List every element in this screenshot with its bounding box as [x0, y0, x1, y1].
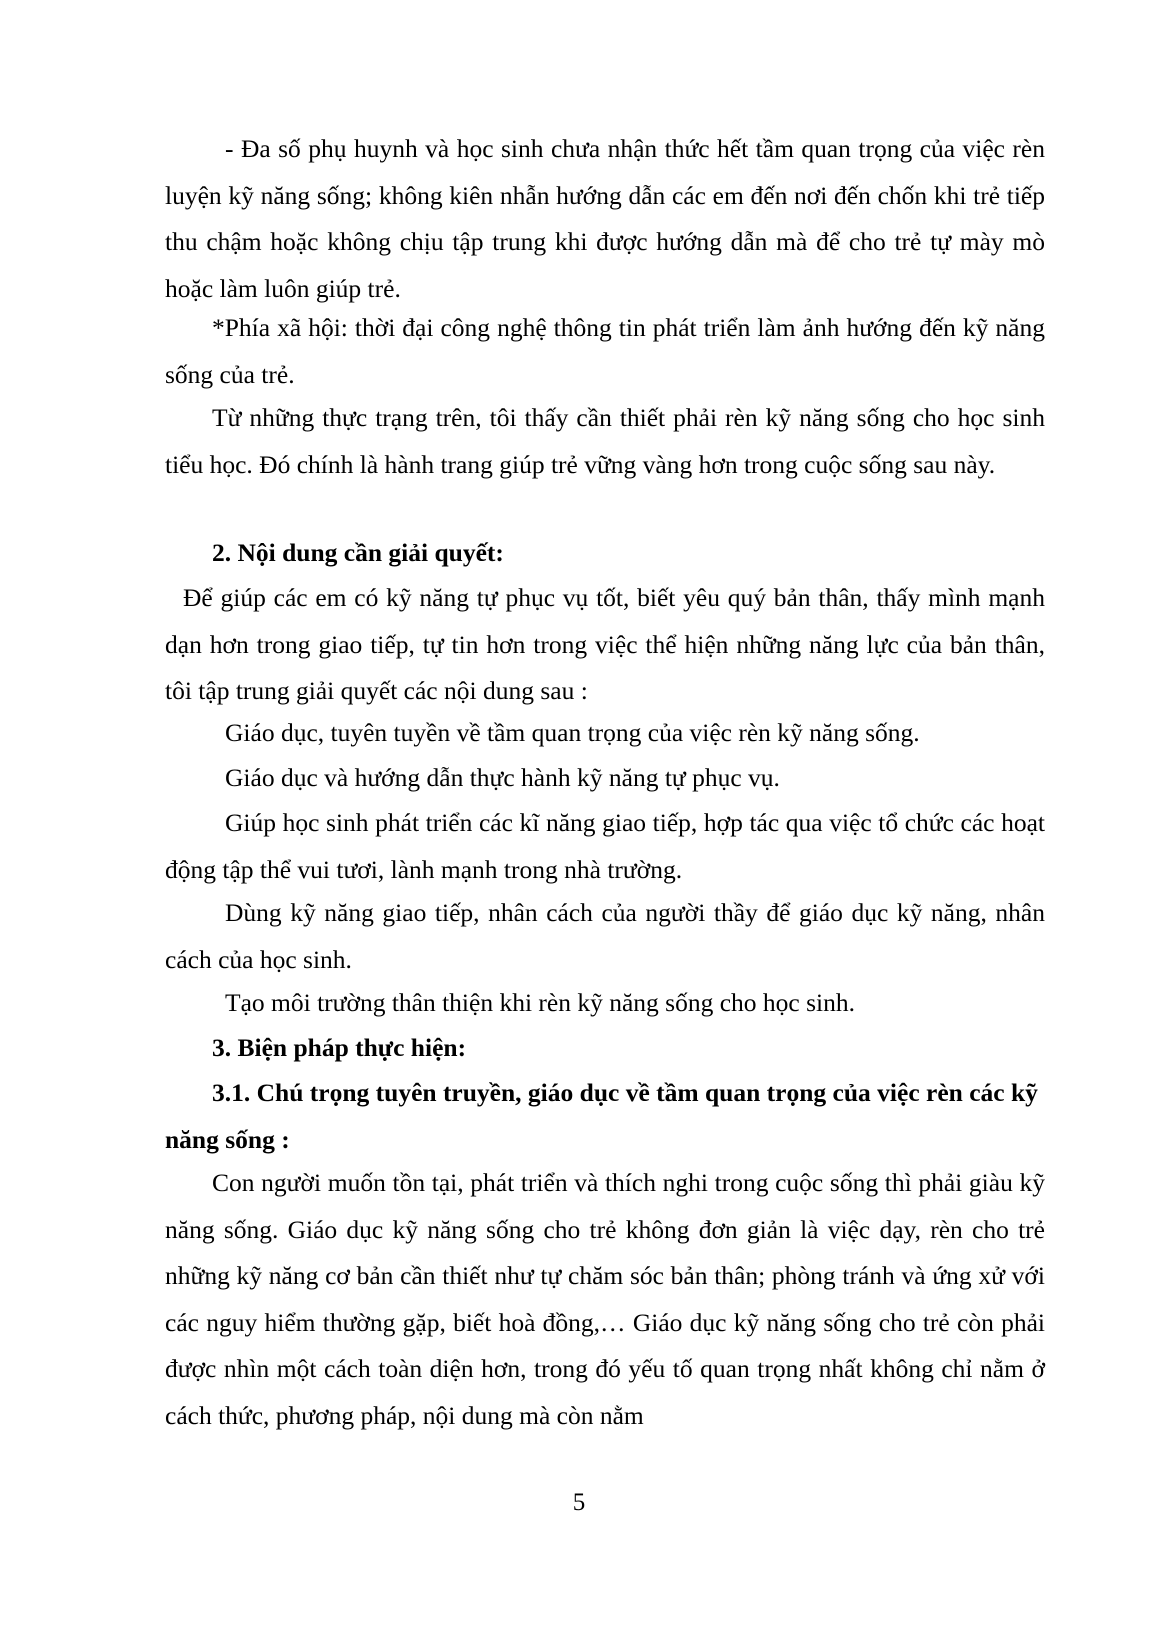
paragraph-life-skills: Con người muốn tồn tại, phát triển và thích nghi trong cuộc sống thì phải giàu kỹ năng sống. Giáo dục kỹ năng sống cho trẻ không đơn giản là việc dạy, rèn cho trẻ những kỹ năng cơ bản cần thiết như tự chăm sóc bản thân; phòng tránh và ứng xử với các nguy hiểm thường gặp, biết hoà đồng,… Giáo dục kỹ năng sống cho trẻ còn phải được nhìn một cách toàn diện hơn, trong đó yếu tố quan trọng nhất không chỉ nằm ở cách thức, phương pháp, nội dung mà còn nằm [165, 1168, 1045, 1430]
paragraph-parent-awareness: - Đa số phụ huynh và học sinh chưa nhận thức hết tầm quan trọng của việc rèn luyện kỹ năng sống; không kiên nhẫn hướng dẫn các em đến nơi đến chốn khi trẻ tiếp thu chậm hoặc không chịu tập trung khi được hướng dẫn mà để cho trẻ tự mày mò hoặc làm luôn giúp trẻ. [165, 134, 1045, 303]
paragraph-conclusion: Từ những thực trạng trên, tôi thấy cần thiết phải rèn kỹ năng sống cho học sinh tiểu học. Đó chính là hành trang giúp trẻ vững vàng hơn trong cuộc sống sau này. [165, 403, 1045, 479]
heading-content-to-solve: 2. Nội dung cần giải quyết: [212, 538, 504, 567]
list-item-communication: Giúp học sinh phát triển các kĩ năng giao tiếp, hợp tác qua việc tổ chức các hoạt động tập thể vui tươi, lành mạnh trong nhà trường. [165, 808, 1045, 884]
list-item-education: Giáo dục, tuyên tuyền về tầm quan trọng của việc rèn kỹ năng sống. [225, 718, 920, 747]
paragraph-content-intro: Để giúp các em có kỹ năng tự phục vụ tốt, biết yêu quý bản thân, thấy mình mạnh dạn hơn trong giao tiếp, tự tin hơn trong việc thể hiện những năng lực của bản thân, tôi tập trung giải quyết các nội dung sau : [165, 583, 1045, 705]
list-item-teacher-example: Dùng kỹ năng giao tiếp, nhân cách của người thầy để giáo dục kỹ năng, nhân cách của học sinh. [165, 898, 1045, 974]
paragraph-social-factor: *Phía xã hội: thời đại công nghệ thông tin phát triển làm ảnh hướng đến kỹ năng sống của trẻ. [165, 313, 1045, 389]
list-item-friendly-environment: Tạo môi trường thân thiện khi rèn kỹ năng sống cho học sinh. [225, 988, 855, 1017]
list-item-self-service: Giáo dục và hướng dẫn thực hành kỹ năng tự phục vụ. [225, 763, 780, 792]
page-number: 5 [572, 1489, 586, 1516]
heading-implementation-measures: 3. Biện pháp thực hiện: [212, 1033, 467, 1062]
heading-measure-3-1: 3.1. Chú trọng tuyên truyền, giáo dục về tầm quan trọng của việc rèn các kỹ năng sống : [165, 1078, 1038, 1154]
